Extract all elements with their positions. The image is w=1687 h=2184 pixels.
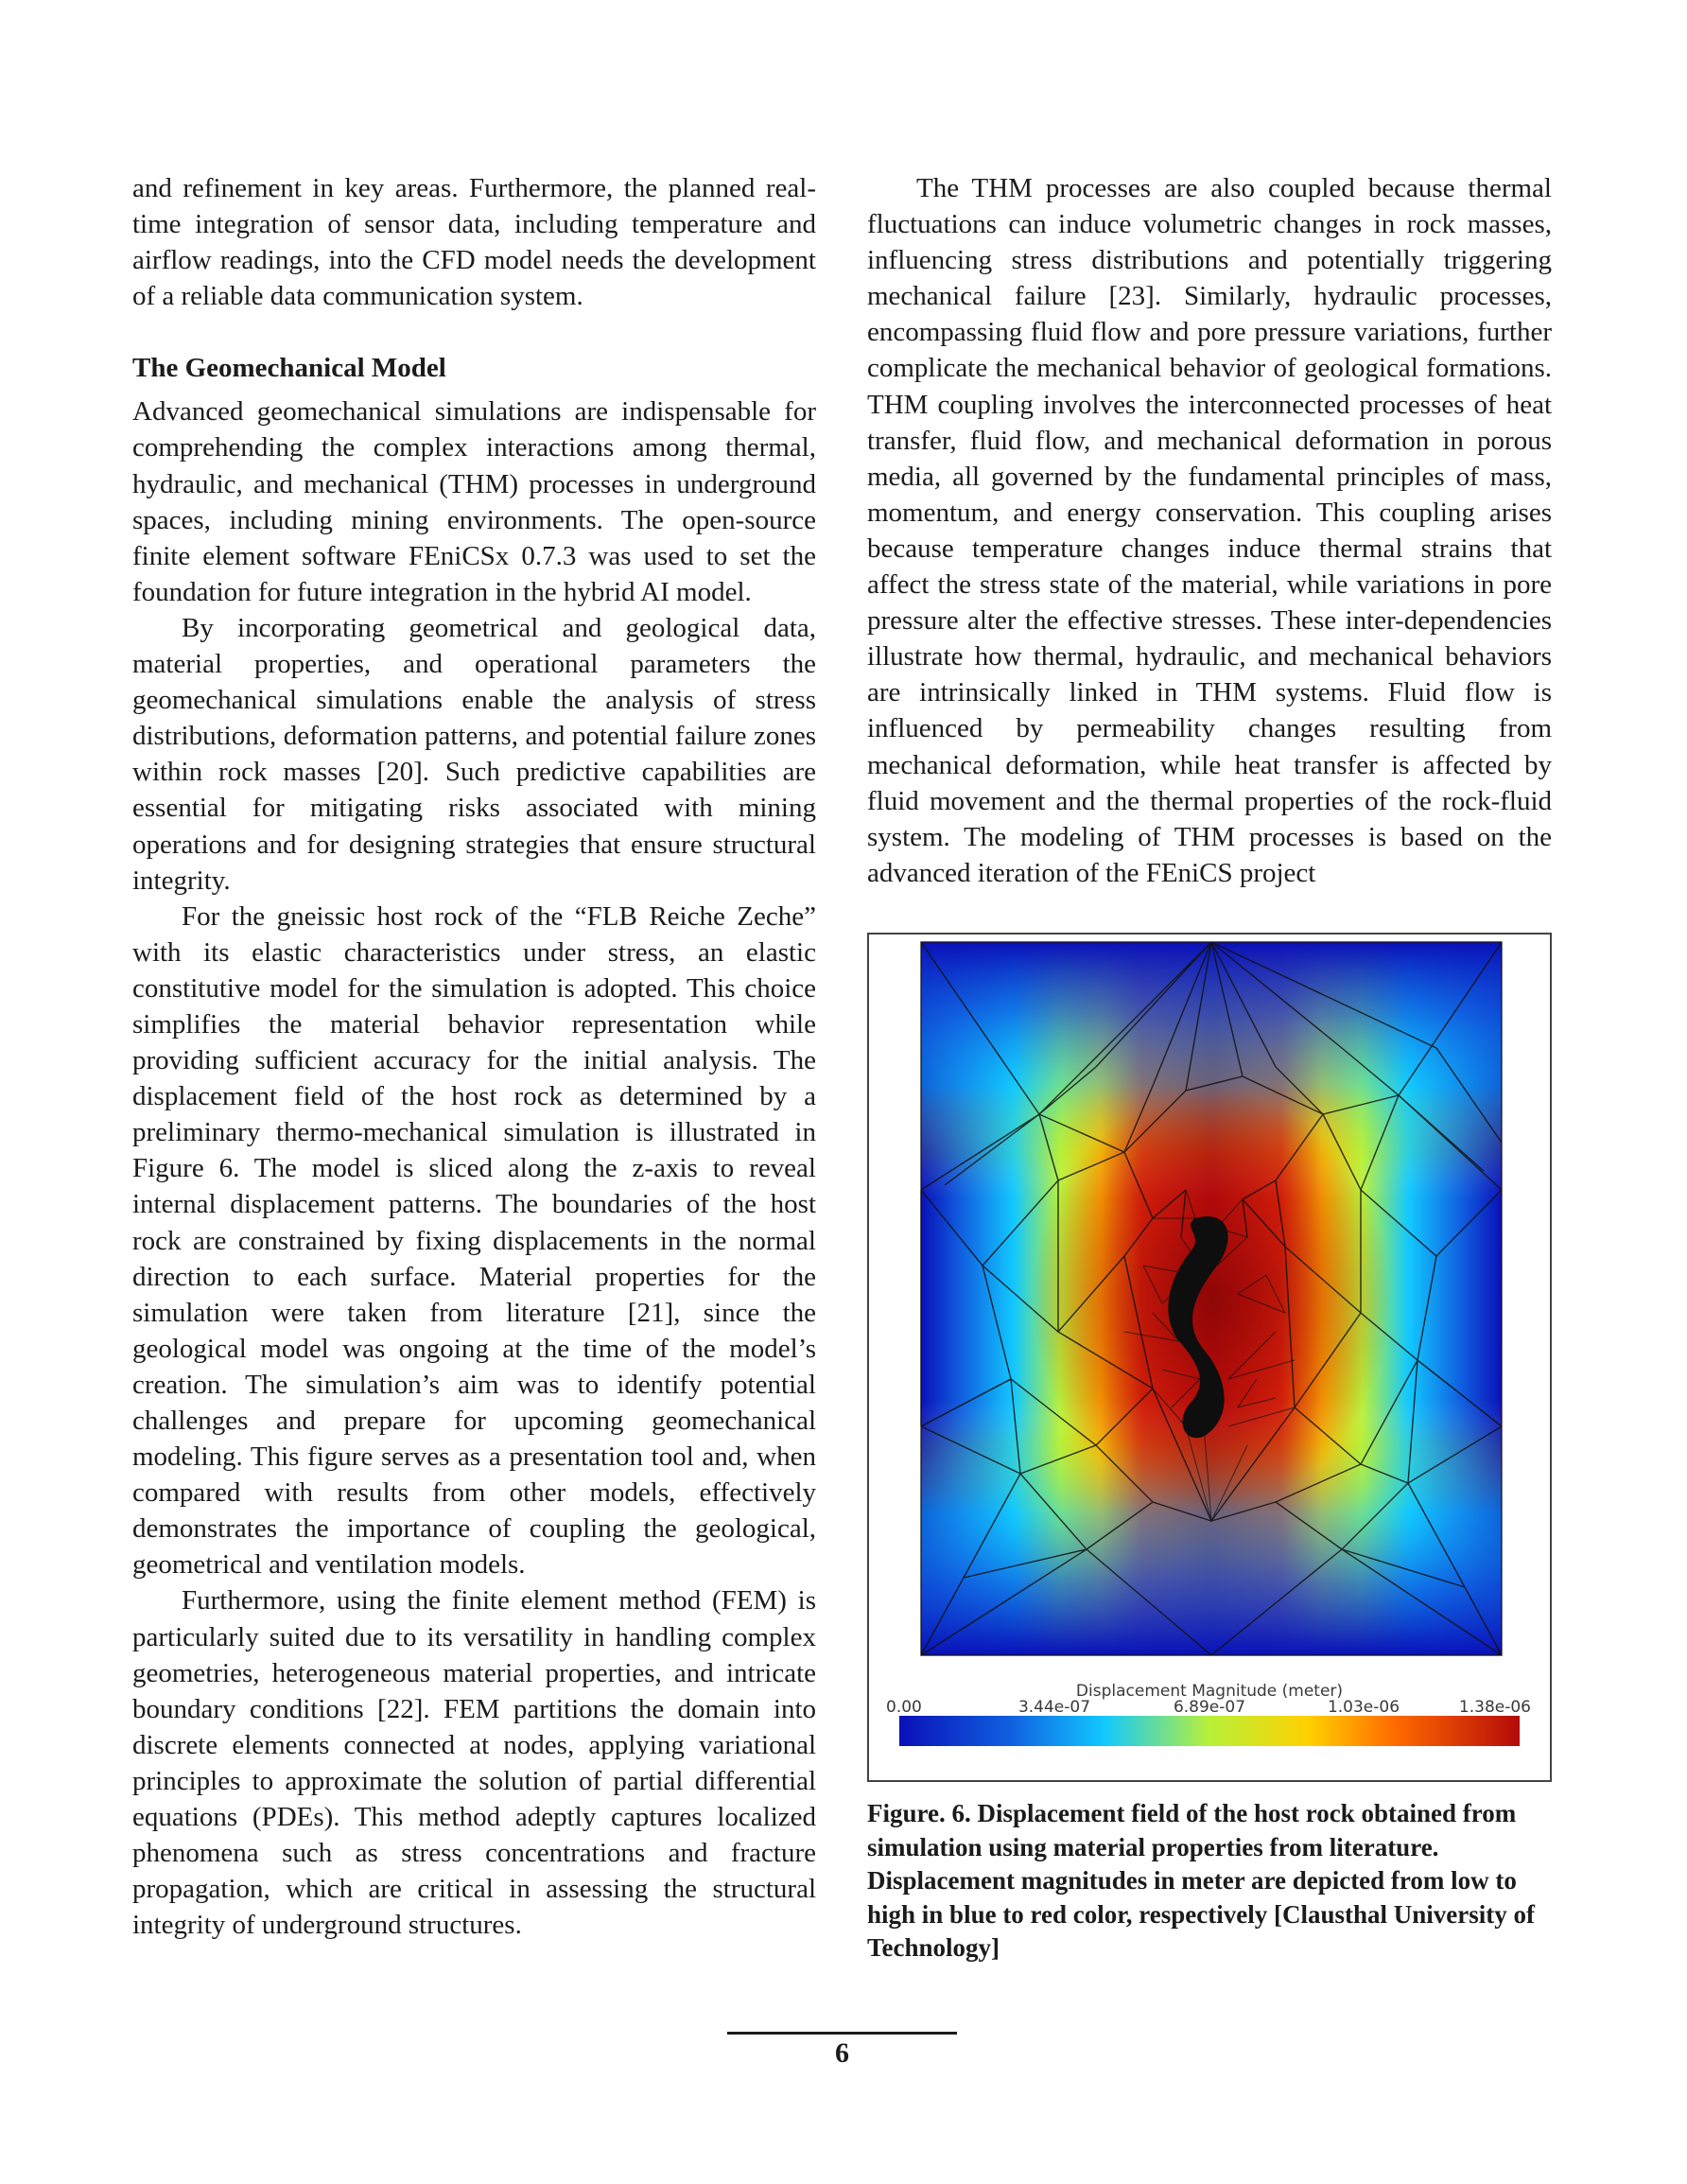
section-heading: The Geomechanical Model — [132, 353, 446, 384]
paragraph: The THM processes are also coupled because thermal fluctuations can induce volumetric changes in rock masses, influencing stress distributions and potentially triggering mechanical failure [23]. Similarly, hydraulic processes, encompassing fluid flow and pore pressure variations, further complicate the mechanical behavior of geological formations. THM coupling involves the interconnected processes of heat transfer, fluid flow, and mechanical deformation in porous media, all governed by the fundamental principles of mass, momentum, and energy conservation. This coupling arises because temperature changes induce thermal strains that affect the stress state of the material, while variations in pore pressure alter the effective stresses. These inter-dependencies illustrate how thermal, hydraulic, and mechanical behaviors are intrinsically linked in THM systems. Fluid flow is influenced by permeability changes resulting from mechanical deformation, while heat transfer is affected by fluid movement and the thermal properties of the rock-fluid system. The modeling of THM processes is based on the advanced iteration of the FEniCS project — [867, 173, 1552, 888]
field-plot — [921, 942, 1502, 1655]
colorbar-tick: 6.89e-07 — [1173, 1698, 1246, 1717]
left-column — [132, 170, 816, 1943]
figure-caption: Figure. 6. Displacement field of the host rock obtained from simulation using material properties from literature. Displacement magnitudes in meter are depicted from low to high in blue to red color, respectively [Clausthal University of Technology] — [867, 1799, 1535, 1962]
right-column — [867, 170, 1552, 891]
figure-6 — [867, 933, 1552, 1782]
displacement-field-image — [869, 935, 1550, 1780]
colorbar-tick: 0.00 — [886, 1698, 922, 1717]
footer-rule — [727, 2032, 957, 2035]
paragraph: By incorporating geometrical and geological data, material properties, and operational parameters the geomechanical simulations enable the analysis of stress distributions, deformation patterns, and potential failure zones within rock masses [20]. Such predictive capabilities are essential for mitigating risks associated with mining operations and for designing strategies that ensure structural integrity. — [132, 612, 816, 896]
colorbar-tick: 1.03e-06 — [1327, 1698, 1400, 1717]
paragraph: and refinement in key areas. Furthermore, the planned real-time integration of sensor data, including temperature and airflow readings, into the CFD model needs the development of a reliable data communication system. — [132, 173, 816, 312]
page-number: 6 — [835, 2037, 849, 2069]
colorbar-title: Displacement Magnitude (meter) — [1075, 1682, 1344, 1701]
colorbar-tick: 1.38e-06 — [1458, 1698, 1531, 1717]
paragraph: Advanced geomechanical simulations are indispensable for comprehending the complex interactions among thermal, hydraulic, and mechanical (THM) processes in underground spaces, including mining environments. The open-source finite element software FEniCSx 0.7.3 was used to set the foundation for future integration in the hybrid AI model. — [132, 396, 816, 607]
paragraph: Furthermore, using the finite element method (FEM) is particularly suited due to its versatility in handling complex geometries, heterogeneous material properties, and intricate boundary conditions [22]. FEM partitions the domain into discrete elements connected at nodes, applying variational principles to approximate the solution of partial differential equations (PDEs). This method adeptly captures localized phenomena such as stress concentrations and fracture propagation, which are critical in assessing the structural integrity of underground structures. — [132, 1585, 816, 1941]
colorbar — [886, 1682, 1531, 1746]
paragraph: For the gneissic host rock of the “FLB Reiche Zeche” with its elastic characteristics under stress, an elastic constitutive model for the simulation is adopted. This choice simplifies the material behavior representation while providing sufficient accuracy for the initial analysis. The displacement field of the host rock as determined by a preliminary thermo-mechanical simulation is illustrated in Figure 6. The model is sliced along the z-axis to reveal internal displacement patterns. The boundaries of the host rock are constrained by fixing displacements in the normal direction to each surface. Material properties for the simulation were taken from literature [21], since the geological model was ongoing at the time of the model’s creation. The simulation’s aim was to identify potential challenges and prepare for upcoming geomechanical modeling. This figure serves as a presentation tool and, when compared with results from other models, effectively demonstrates the importance of coupling the geological, geometrical and ventilation models. — [132, 900, 816, 1581]
colorbar-tick: 3.44e-07 — [1017, 1698, 1091, 1717]
